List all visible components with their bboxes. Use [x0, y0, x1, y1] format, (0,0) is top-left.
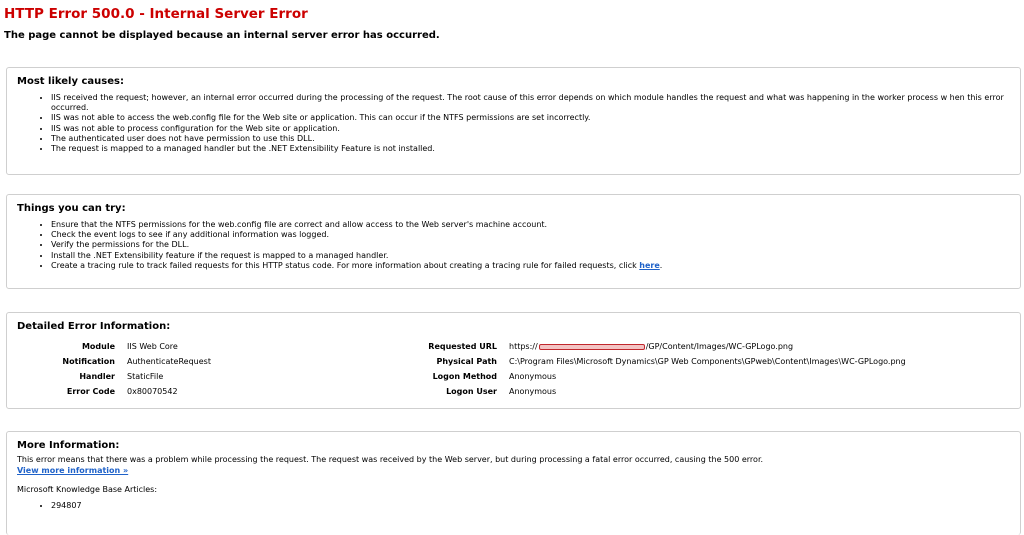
detail-value: 0x80070542 [127, 387, 178, 396]
list-item: • Check the event logs to see if any additional information was logged. [51, 230, 1010, 240]
detail-label: Handler [79, 372, 115, 381]
tracing-text: Create a tracing rule to track failed requests for this HTTP status code. For more information about creating a tracing rule for failed requests, click [51, 260, 640, 270]
detail-row-handler [7, 369, 211, 384]
detail-value: StaticFile [127, 372, 164, 381]
causes-list [17, 93, 1010, 154]
list-item: • IIS was not able to access the web.config file for the Web site or application. This can occur if the NTFS permissions are set incorrectly. [51, 113, 1010, 123]
kb-label: Microsoft Knowledge Base Articles: [17, 485, 158, 494]
detail-label: Notification [62, 357, 115, 366]
detail-value: IIS Web Core [127, 342, 178, 351]
detail-left-grid [7, 339, 211, 399]
detail-label: Module [81, 342, 115, 351]
here-link[interactable]: here [639, 260, 660, 270]
kb-item: • 294807 [51, 501, 1010, 511]
list-item: • The authenticated user does not have permission to use this DLL. [51, 134, 1010, 144]
detail-label: Physical Path [436, 357, 497, 366]
url-prefix: https:// [509, 342, 538, 351]
list-item [51, 261, 1010, 271]
detail-right-grid [367, 339, 906, 399]
detail-value: Anonymous [509, 372, 557, 381]
detail-value: C:\Program Files\Microsoft Dynamics\GP Web Components\GPweb\Content\Images\WC-GPLogo.png [509, 357, 906, 366]
list-item: • IIS received the request; however, an internal error occurred during the processing of the request. The root cause of this error depends on which module handles the request and what was happening in the worker process w hen this error occurred. [51, 93, 1010, 113]
detail-value: Anonymous [509, 387, 557, 396]
error-subtitle: The page cannot be displayed because an internal server error has occurred. [4, 30, 440, 41]
list-item: • Verify the permissions for the DLL. [51, 240, 1010, 250]
detail-label: Logon User [446, 387, 497, 396]
tracing-suffix: . [659, 260, 663, 270]
more-text: This error means that there was a problem while processing the request. The request was received by the Web server, but during processing a fatal error occurred, causing the 500 error. [17, 455, 764, 464]
detail-box [6, 312, 1021, 409]
list-item: • The request is mapped to a managed handler but the .NET Extensibility Feature is not installed. [51, 144, 1010, 154]
detail-row-module [7, 339, 211, 354]
causes-heading: Most likely causes: [17, 76, 124, 87]
things-heading: Things you can try: [17, 203, 126, 214]
list-item: • IIS was not able to process configuration for the Web site or application. [51, 124, 1010, 134]
detail-label: Error Code [66, 387, 115, 396]
view-more-link[interactable]: View more information » [17, 466, 129, 475]
detail-label: Logon Method [432, 372, 497, 381]
detail-value: AuthenticateRequest [127, 357, 211, 366]
detail-value [497, 339, 793, 354]
causes-box [6, 67, 1021, 175]
things-list [17, 220, 1010, 271]
more-box [6, 431, 1021, 535]
detail-label: Requested URL [428, 342, 497, 351]
more-heading: More Information: [17, 440, 120, 451]
detail-row-requested-url [367, 339, 906, 354]
detail-row-logon-user [367, 384, 906, 399]
list-item: • Ensure that the NTFS permissions for the web.config file are correct and allow access to the Web server's machine account. [51, 220, 1010, 230]
detail-row-physical-path [367, 354, 906, 369]
detail-row-error-code [7, 384, 211, 399]
detail-row-logon-method [367, 369, 906, 384]
detail-heading: Detailed Error Information: [17, 321, 171, 332]
kb-list [17, 501, 1010, 511]
list-item: • Install the .NET Extensibility feature if the request is mapped to a managed handler. [51, 251, 1010, 261]
redaction-mark [539, 344, 645, 350]
things-box [6, 194, 1021, 289]
url-suffix: /GP/Content/Images/WC-GPLogo.png [645, 342, 794, 351]
error-title: HTTP Error 500.0 - Internal Server Error [4, 6, 308, 22]
detail-row-notification [7, 354, 211, 369]
